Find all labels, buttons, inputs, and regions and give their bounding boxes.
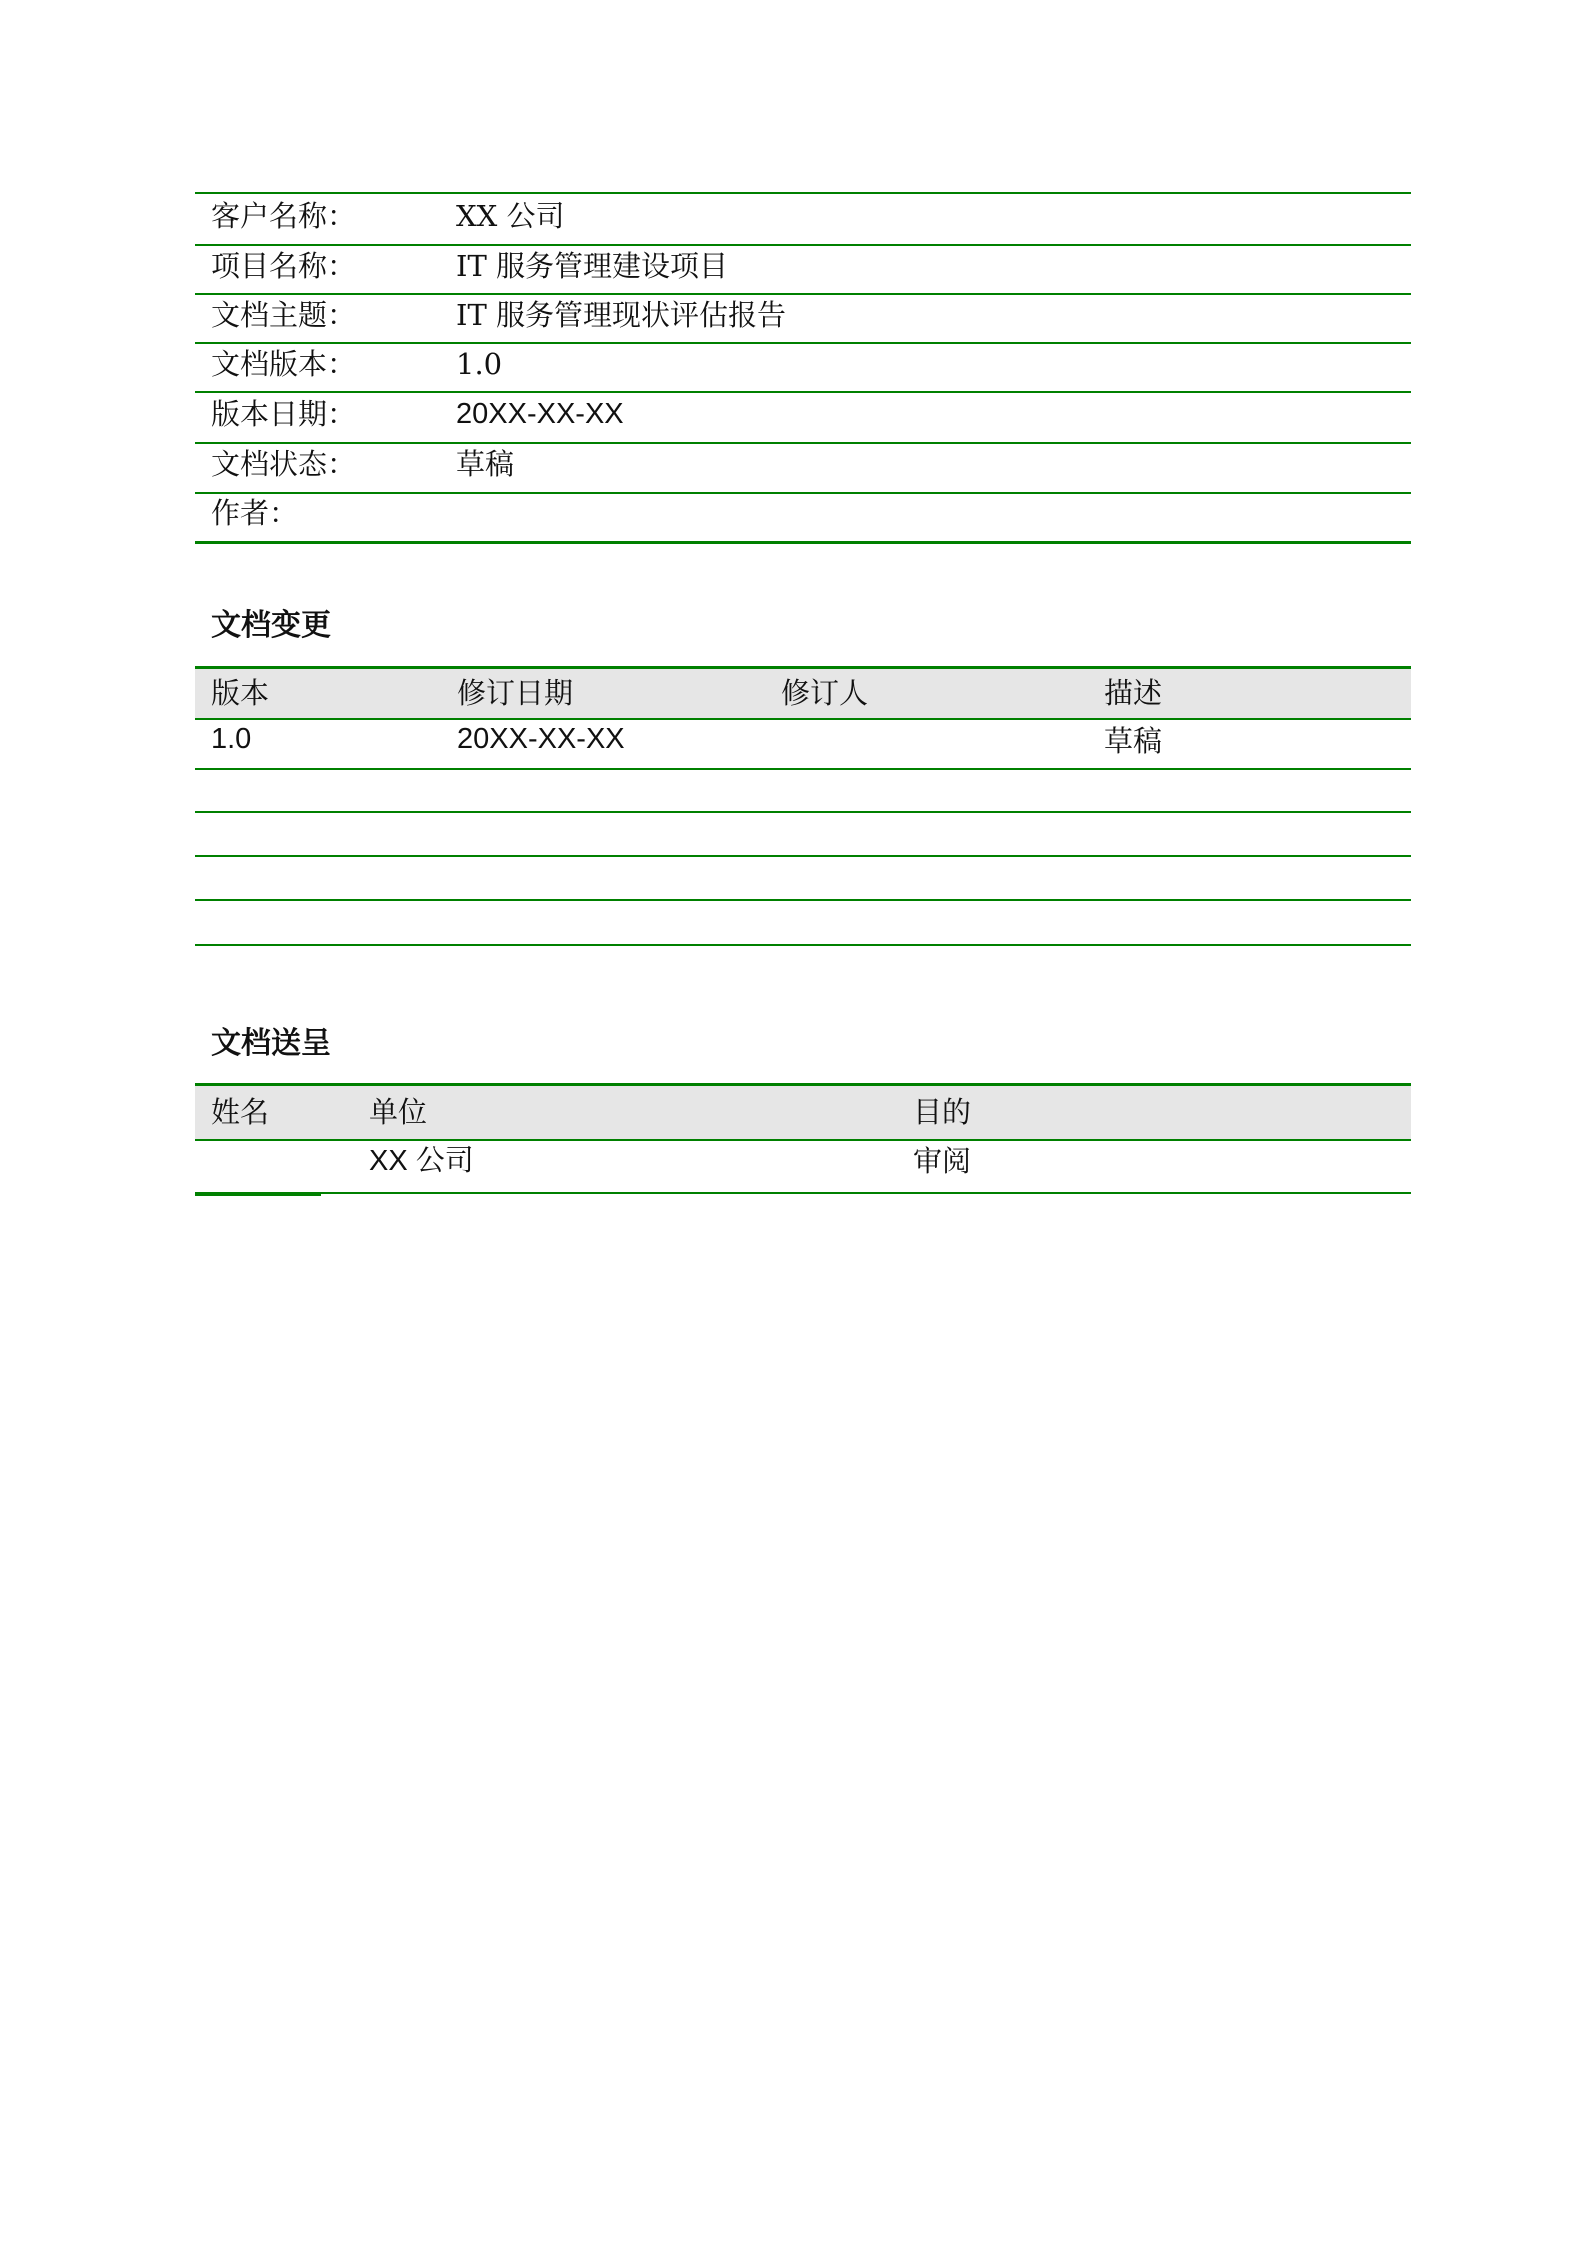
rule — [195, 192, 1411, 194]
rule-segment — [195, 1193, 321, 1196]
header-reviser: 修订人 — [781, 676, 869, 710]
value-status: 草稿 — [456, 447, 515, 481]
header-organization: 单位 — [369, 1095, 428, 1129]
header-description: 描述 — [1104, 676, 1163, 710]
cell-version: 1.0 — [211, 723, 252, 755]
value-customer: XX 公司 — [456, 199, 565, 233]
label-project: 项目名称： — [211, 249, 357, 283]
header-version: 版本 — [211, 676, 270, 710]
value-project: IT 服务管理建设项目 — [456, 249, 729, 283]
section-title-changes: 文档变更 — [211, 608, 331, 643]
rule — [195, 293, 1411, 295]
value-subject: IT 服务管理现状评估报告 — [456, 298, 787, 332]
rule — [195, 244, 1411, 246]
label-status: 文档状态： — [211, 447, 357, 481]
rule — [195, 944, 1411, 946]
rule — [195, 666, 1411, 669]
label-author: 作者： — [211, 496, 299, 530]
rule — [195, 391, 1411, 393]
rule — [195, 855, 1411, 857]
cell-date: 20XX-XX-XX — [457, 723, 625, 755]
section-title-distribution: 文档送呈 — [211, 1026, 331, 1061]
header-purpose: 目的 — [913, 1095, 972, 1129]
cell-organization: XX 公司 — [369, 1145, 474, 1177]
label-date: 版本日期： — [211, 397, 357, 431]
rule — [195, 342, 1411, 344]
rule — [195, 492, 1411, 494]
rule — [195, 718, 1411, 720]
label-customer: 客户名称： — [211, 199, 357, 233]
value-date: 20XX-XX-XX — [456, 398, 624, 430]
cell-description: 草稿 — [1104, 724, 1163, 758]
rule — [195, 811, 1411, 813]
label-subject: 文档主题： — [211, 298, 357, 332]
label-version: 文档版本： — [211, 347, 357, 381]
header-revision-date: 修订日期 — [457, 676, 574, 710]
rule — [195, 1139, 1411, 1141]
rule — [195, 541, 1411, 544]
rule — [195, 768, 1411, 770]
cell-purpose: 审阅 — [913, 1144, 972, 1178]
value-version: 1.0 — [456, 347, 503, 381]
rule — [195, 899, 1411, 901]
rule — [195, 1192, 1411, 1194]
header-name: 姓名 — [211, 1095, 270, 1129]
rule — [195, 1083, 1411, 1086]
rule — [195, 442, 1411, 444]
